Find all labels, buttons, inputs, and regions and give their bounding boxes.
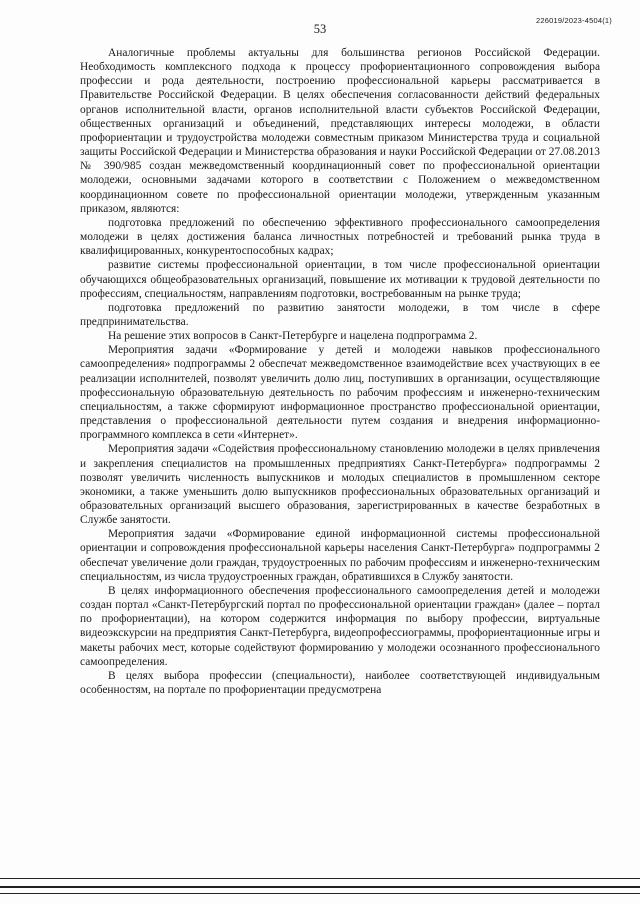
paragraph-task-3: подготовка предложений по развитию занятости молодежи, в том числе в сфере предпринимательства. — [80, 301, 600, 328]
bottom-scan-line — [0, 893, 640, 894]
bottom-scan-line — [0, 886, 640, 888]
paragraph-intro: Аналогичные проблемы актуальны для большинства регионов Российской Федерации. Необходимость комплексного подхода к процессу профориентационного сопровождения выбора профессии и рода деятельности, построению профессиональной карьеры рассматривается в Правительстве Российской Федерации. В целях обеспечения согласованности действий федеральных органов исполнительной власти, органов исполнительной власти субъектов Российской Федерации, общественных организаций и объединений, представляющих интересы молодежи, в области профориентации и трудоустройства молодежи совместным приказом Министерства труда и социальной защиты Российской Федерации и Министерства образования и науки Российской Федерации от 27.08.2013 № 390/985 создан межведомственный координационный совет по профессиональной ориентации молодежи, основными задачами которого в соответствии с Положением о межведомственном координационном совете по профессиональной ориентации молодежи, утвержденным указанным приказом, являются: — [80, 47, 600, 215]
bottom-scan-line — [0, 878, 640, 879]
paragraph-measures-1: Мероприятия задачи «Формирование у детей и молодежи навыков профессионального самоопределения» подпрограммы 2 обеспечат межведомственное взаимодействие всех участвующих в ее реализации исполнителей, позволят увеличить долю лиц, поступивших в организации, осуществляющие профессиональную образовательную деятельность по рабочим профессиям и инженерно-техническим специальностям, а также сформируют информационное пространство профессиональной ориентации, представления о профессиональной деятельности путем создания и внедрения информационно-программного комплекса в сети «Интернет». — [80, 344, 600, 442]
body-text — [80, 46, 600, 697]
paragraph-choice: В целях выбора профессии (специальности), наиболее соответствующей индивидуальным особенностям, на портале по профориентации предусмотрена — [80, 669, 600, 697]
document-id: 226019/2023-4504(1) — [536, 16, 612, 25]
paragraph-task-1: подготовка предложений по обеспечению эффективного профессионального самоопределения молодежи в целях достижения баланса личностных потребностей и требований рынка труда в квалифицированных, конкурентоспособных кадрах; — [80, 216, 600, 258]
paragraph-subprogram: На решение этих вопросов в Санкт-Петербурге и нацелена подпрограмма 2. — [108, 330, 478, 343]
paragraph-measures-2: Мероприятия задачи «Содействия профессиональному становлению молодежи в целях привлечения и закрепления специалистов на промышленных предприятиях Санкт-Петербурга» подпрограммы 2 позволят увеличить численность выпускников и молодых специалистов в промышленном секторе экономики, а также уменьшить долю выпускников профессиональных образовательных организаций и образовательных организаций высшего образования, зарегистрированных в качестве безработных в Службе занятости. — [80, 443, 600, 527]
page-number: 53 — [313, 22, 327, 36]
paragraph-portal: В целях информационного обеспечения профессионального самоопределения детей и молодежи создан портал «Санкт-Петербургский портал по профессиональной ориентации граждан» (далее – портал по профориентации), на котором содержится информация по выбору профессии, виртуальные видеоэкскурсии на предприятия Санкт-Петербурга, видеопрофессиограммы, профориентационные игры и макеты рабочих мест, которые содействуют формированию у молодежи осознанного профессионального самоопределения. — [80, 584, 600, 668]
paragraph-measures-3: Мероприятия задачи «Формирование единой информационной системы профессиональной ориентации и сопровождения профессиональной карьеры населения Санкт-Петербурга» подпрограммы 2 обеспечат увеличение доли граждан, трудоустроенных по рабочим профессиям и инженерно-техническим специальностям, из числа трудоустроенных граждан, обратившихся в Службу занятости. — [80, 528, 600, 583]
paragraph-task-2: развитие системы профессиональной ориентации, в том числе профессиональной ориентации обучающихся общеобразовательных организаций, повышение их мотивации к трудовой деятельности по профессиям, специальностям, направлениям подготовки, востребованным на рынке труда; — [80, 259, 600, 300]
